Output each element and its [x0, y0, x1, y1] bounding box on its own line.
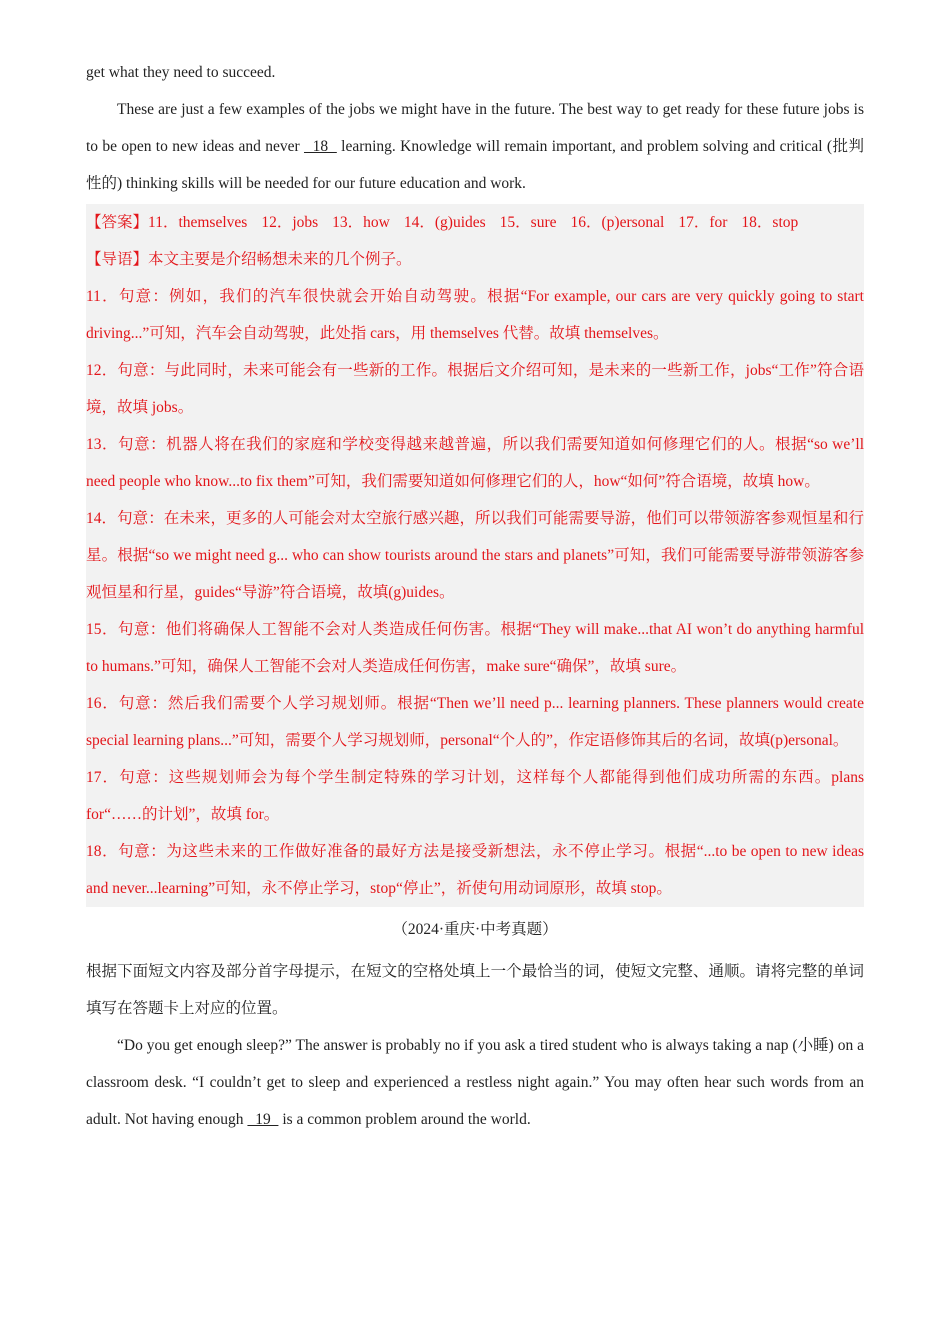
answer-line — [86, 204, 864, 241]
answer-label: 【答案】 — [86, 214, 149, 231]
answer-item: 18．stop — [741, 214, 799, 231]
explanation-16: 16．句意：然后我们需要个人学习规划师。根据“Then we’ll need p... learning planners. These planners would create special learning plans...”可知，需要个人学习规划师，personal“个人的”，作定语修饰其后的名词，故填(p)ersonal。 — [86, 695, 864, 749]
explanation-11: 11．句意：例如，我们的汽车很快就会开始自动驾驶。根据“For example, our cars are very quickly going to start driving...”可知，汽车会自动驾驶，此处指 cars，用 themselves 代替。故填 themselves。 — [86, 288, 864, 342]
answer-item: 12．jobs — [261, 214, 319, 231]
explanation-12: 12．句意：与此同时，未来可能会有一些新的工作。根据后文介绍可知，是未来的一些新工作，jobs“工作”符合语境，故填 jobs。 — [86, 362, 864, 416]
explanation-15: 15．句意：他们将确保人工智能不会对人类造成任何伤害。根据“They will make...that AI won’t do anything harmful to humans.”可知，确保人工智能不会对人类造成任何伤害，make sure“确保”，故填 sure。 — [86, 621, 864, 675]
answer-item: 14．(g)uides — [403, 214, 486, 231]
passage-text: These are just a few examples of the jobs we might have in the future. The best way to get ready for these future jobs is to be open to new ideas and never — [86, 101, 864, 155]
answer-item: 17．for — [678, 214, 728, 231]
explanation-14: 14．句意：在未来，更多的人可能会对太空旅行感兴趣，所以我们可能需要导游，他们可以带领游客参观恒星和行星。根据“so we might need g... who can show tourists around the stars and planets”可知，我们可能需要导游带领游客参观恒星和行星，guides“导游”符合语境，故填(g)uides。 — [86, 510, 864, 601]
instructions: 根据下面短文内容及部分首字母提示，在短文的空格处填上一个最恰当的词，使短文完整、通顺。请将完整的单词填写在答题卡上对应的位置。 — [86, 963, 864, 1017]
answer-item: 16．(p)ersonal — [570, 214, 665, 231]
passage-line: get what they need to succeed. — [86, 64, 276, 81]
answer-item: 13．how — [332, 214, 390, 231]
passage2-text: is a common problem around the world. — [278, 1111, 531, 1128]
guide-line: 【导语】本文主要是介绍畅想未来的几个例子。 — [86, 251, 412, 268]
blank-18: 18 — [303, 138, 337, 155]
explanation-17: 17．句意：这些规划师会为每个学生制定特殊的学习计划，这样每个人都能得到他们成功所需的东西。plans for“……的计划”，故填 for。 — [86, 769, 864, 823]
passage-paragraph — [86, 91, 864, 202]
document-page — [86, 54, 864, 1138]
explanation-18: 18．句意：为这些未来的工作做好准备的最好方法是接受新想法，永不停止学习。根据“...to be open to new ideas and never...learning”可知，永不停止学习，stop“停止”，祈使句用动词原形，故填 stop。 — [86, 843, 864, 897]
passage-text: learning. Knowledge will remain important, and problem solving and critical (批判性的) thinking skills will be needed for our future education and work. — [86, 138, 864, 192]
passage2-paragraph — [86, 1027, 864, 1138]
answer-explanation-box — [86, 204, 864, 907]
explanation-13: 13．句意：机器人将在我们的家庭和学校变得越来越普遍，所以我们需要知道如何修理它们的人。根据“so we’ll need people who know...to fix them”可知，我们需要知道如何修理它们的人，how“如何”符合语境，故填 how。 — [86, 436, 864, 490]
blank-19: 19 — [247, 1111, 279, 1128]
source-label: （2024·重庆·中考真题） — [392, 921, 558, 938]
passage2-text: “Do you get enough sleep?” The answer is probably no if you ask a tired student who is always taking a nap (小睡) on a classroom desk. “I couldn’t get to sleep and experienced a restless night again.” You may often hear such words from an adult. Not having enough — [86, 1037, 864, 1128]
answer-item: 11．themselves — [148, 214, 248, 231]
answer-item: 15．sure — [499, 214, 557, 231]
